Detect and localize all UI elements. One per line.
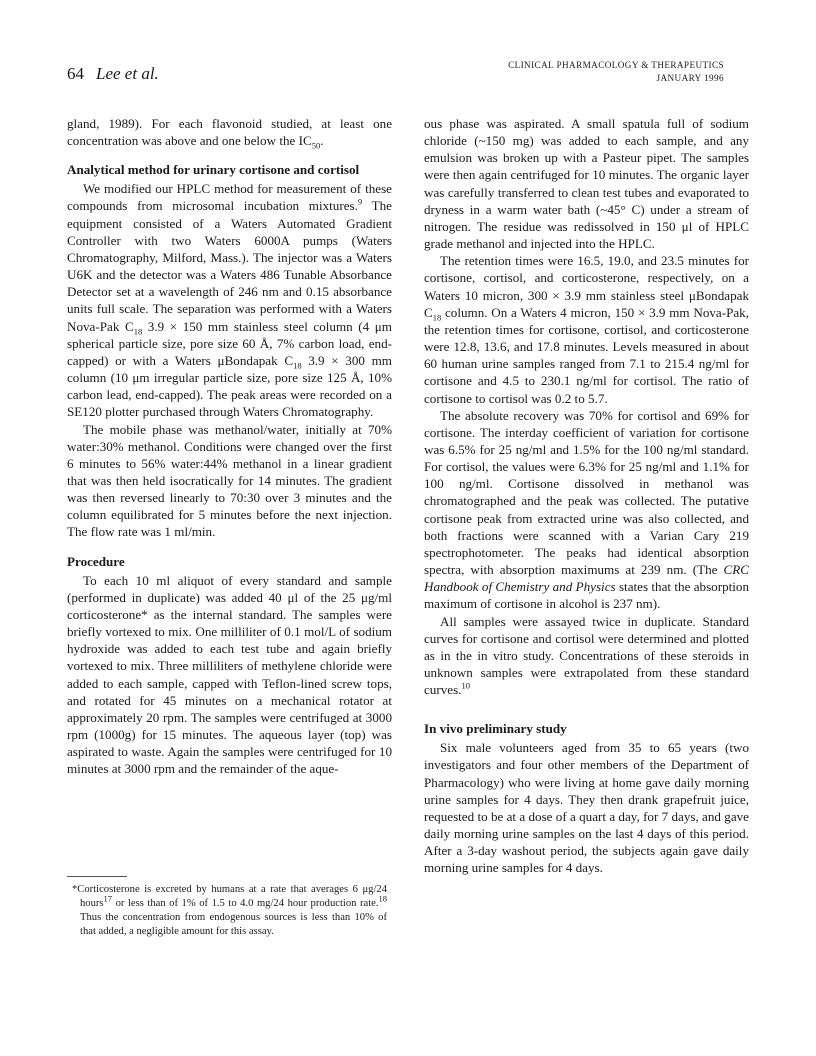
paragraph: ous phase was aspirated. A small spatula full of sodium chloride (~150 mg) was added to each sample, and any emulsion was broken up with a Pasteur pipet. The samples were then again centrifuged for 10 minutes. The organic layer was carefully transferred to clean test tubes and evaporated to dryness in a warm water bath (~45° C) under a stream of nitrogen. The residue was redissolved in 150 μl of HPLC grade methanol and injected into the HPLC. bbox=[424, 116, 749, 252]
journal-title: CLINICAL PHARMACOLOGY & THERAPEUTICS bbox=[508, 60, 724, 70]
paragraph: gland, 1989). For each flavonoid studied, at least one concentration was above and one below the $IC_{50}$. bbox=[67, 116, 392, 151]
section-heading-analytical-method: Analytical method for urinary cortisone and cortisol bbox=[67, 162, 360, 178]
journal-header bbox=[508, 59, 724, 85]
paragraph: All samples were assayed twice in duplicate. Standard curves for cortisone and cortisol were determined and plotted as in the in vitro study. Concentrations of these steroids in unknown samples were extrapolated from these standard curves.$^{10}$ bbox=[424, 613, 749, 698]
left-column bbox=[67, 115, 392, 777]
paragraph: To each 10 ml aliquot of every standard and sample (performed in duplicate) was added 40 μl of the 25 μg/ml corticosterone* as the internal standard. The samples were briefly vortexed to mix. One milliliter of 0.1 mol/L of sodium hydroxide was added to each test tube and again briefly vortexed to mix. Three milliliters of methylene chloride were added to each sample, capped with Teflon-lined screw tops, and rotated for 45 minutes on a mechanical rotator at approximately 20 rpm. The samples were centrifuged at 3000 rpm (1000g) for 15 minutes. The aqueous layer (top) was aspirated to waste. Again the samples were centrifuged for 10 minutes at 3000 rpm and the remainder of the aque- bbox=[67, 572, 392, 777]
paragraph: The absolute recovery was 70% for cortisol and 69% for cortisone. The interday coefficient of variation for cortisone was 6.5% for 25 ng/ml and 1.5% for the 100 ng/ml standard. For cortisol, the values were 6.3% for 25 ng/ml and 1.1% for 100 ng/ml. Cortisone dissolved in methanol was chromatographed and the peak was collected. The putative cortisone peak from extracted urine was also collected, and both fractions were scanned with a Varian Cary 219 spectrophotometer. The peaks had identical absorption spectra, with absorption maximums at 239 nm. (The CRC Handbook of Chemistry and Physics states that the absorption maximum of cortisone in alcohol is 237 nm). bbox=[424, 407, 750, 612]
section-heading-in-vivo: In vivo preliminary study bbox=[424, 721, 567, 737]
paragraph: We modified our HPLC method for measurement of these compounds from microsomal incubation mixtures.$^9$ The equipment consisted of a Waters Automated Gradient Controller with two Waters 6000A pumps (Waters Chromatography, Milford, Mass.). The injector was a Waters U6K and the detector was a Waters 486 Tunable Absorbance Detector set at a wavelength of 246 nm and 0.15 absorbance units full scale. The separation was performed with a Waters Nova-Pak $C_{18}$ 3.9 × 150 mm stainless steel column (4 μm spherical particle size, pore size 60 Å, 7% carbon load, end-capped) or with a Waters μBondapak $C_{18}$ 3.9 × 300 mm column (10 μm irregular particle size, pore size 125 Å, 10% carbon lead, end-capped). The peak areas were recorded on a SE120 plotter purchased through Waters Chromatography. bbox=[67, 181, 392, 420]
paragraph: The retention times were 16.5, 19.0, and 23.5 minutes for cortisone, cortisol, and corticosterone, respectively, on a Waters 10 micron, 300 × 3.9 mm stainless steel μBondapak $C_{18}$ column. On a Waters 4 micron, 150 × 3.9 mm Nova-Pak, the retention times for cortisone, cortisol, and corticosterone were 12.8, 13.6, and 17.8 minutes. Levels measured in about 60 human urine samples ranged from 7.1 to 215.4 ng/ml for cortisone and 4.5 to 230.1 ng/ml for cortisol. The ratio of cortisone to cortisol was 0.2 to 5.7. bbox=[424, 253, 749, 406]
paragraph: The mobile phase was methanol/water, initially at 70% water:30% methanol. Conditions were changed over the first 6 minutes to 56% water:44% methanol in a linear gradient that was then held isocratically for 14 minutes. The gradient was then reversed linearly to 70:30 over 3 minutes and the column equilibrated for 5 minutes before the next injection. The flow rate was 1 ml/min. bbox=[67, 421, 392, 540]
footnote-text: *Corticosterone is excreted by humans at a rate that averages 6 μg/24 hours$^{17}$ or less than of 1% of 1.5 to 4.0 mg/24 hour production rate.$^{18}$ Thus the concentration from endogenous sources is less than 10% of that added, a negligible amount for this assay. bbox=[72, 884, 387, 938]
footnote bbox=[72, 883, 387, 939]
footnote-rule bbox=[67, 876, 127, 877]
paragraph: Six male volunteers aged from 35 to 65 years (two investigators and four other members of the Department of Pharmacology) who were living at home gave daily morning urine samples for 4 days. They then drank grapefruit juice, requested to be at a dose of a quart a day, for 7 days, and gave daily morning urine samples on the last 4 days of this period. After a 3-day washout period, the subjects again gave daily morning urine samples for 4 days. bbox=[424, 740, 749, 876]
running-author: Lee et al. bbox=[96, 64, 159, 83]
journal-date: JANUARY 1996 bbox=[656, 73, 724, 83]
page-number: 64 bbox=[67, 64, 84, 83]
section-heading-procedure: Procedure bbox=[67, 553, 125, 569]
right-column bbox=[424, 115, 749, 877]
